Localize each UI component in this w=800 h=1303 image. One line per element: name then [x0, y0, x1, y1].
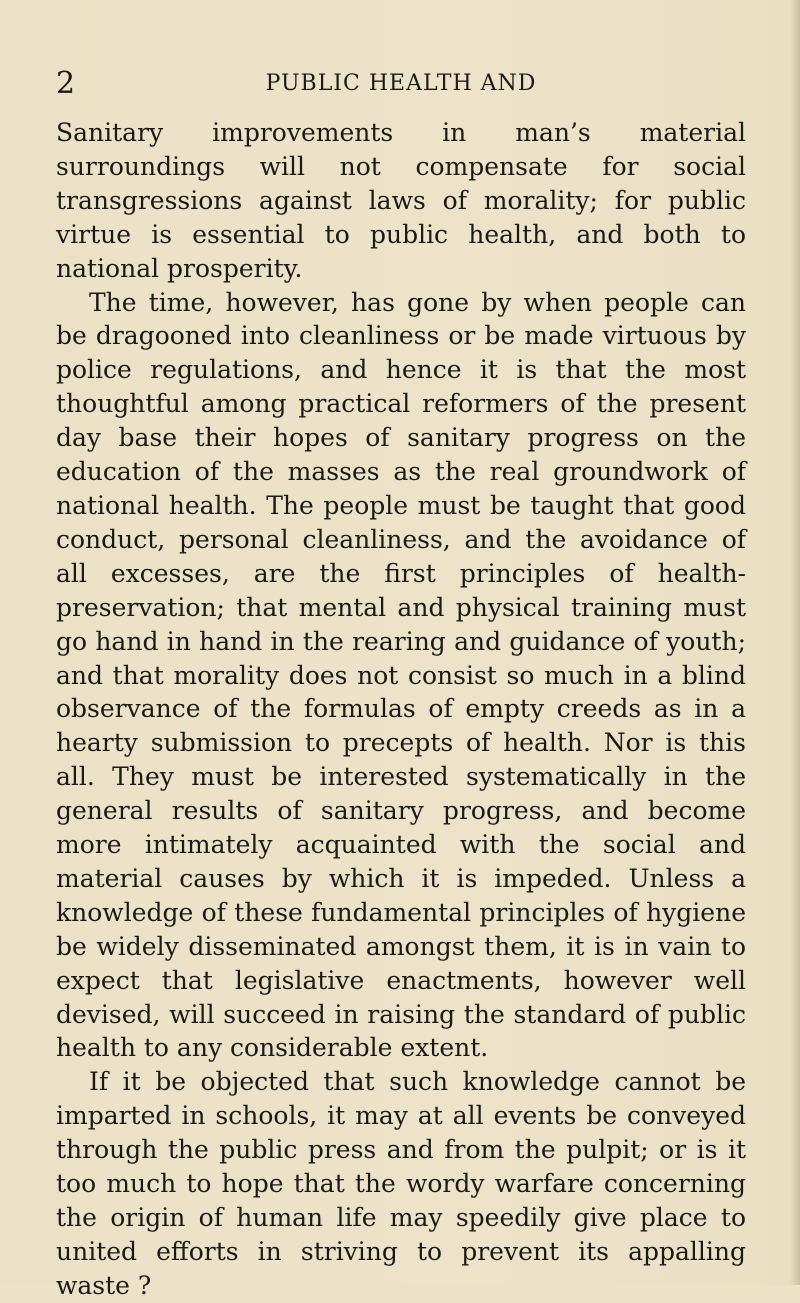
page-edge-shadow — [790, 0, 800, 1285]
running-head: PUBLIC HEALTH AND — [265, 71, 537, 96]
page-number: 2 — [56, 66, 76, 101]
paragraph-1: Sanitary improvements in man’s material surroundings will not compensate for social transgressions against laws of morality; for public virtue is essential to public health, and both to national prosperity. — [56, 118, 746, 283]
paragraph-2: The time, however, has gone by when people can be dragooned into cleanliness or be made virtuous by police regulations, and hence it is that the most thoughtful among practical reformers of the present day base their hopes of sanitary progress on the education of the masses as the real groundwork of national health. The people must be taught that good conduct, personal cleanliness, and the avoidance of all excesses, are the first principles of health-preservation; that mental and physical training must go hand in hand in the rearing and guidance of youth; and that morality does not consist so much in a blind observance of the formulas of empty creeds as in a hearty submission to precepts of health. Nor is this all. They must be interested systematically in the general results of sanitary progress, and become more intimately acquainted with the social and material causes by which it is impeded. Unless a knowledge of these fundamental principles of hygiene be widely disseminated amongst them, it is in vain to expect that legislative enactments, however well devised, will succeed in raising the standard of public health to any considerable extent. — [56, 287, 746, 1063]
page-header — [56, 64, 746, 104]
paragraph-3: If it be objected that such knowledge cannot be imparted in schools, it may at all events be conveyed through the public press and from the pulpit; or is it too much to hope that the wordy warfare concerning the origin of human life may speedily give place to united efforts in striving to prevent its appalling waste ? — [56, 1067, 746, 1300]
body-text — [56, 116, 746, 1303]
